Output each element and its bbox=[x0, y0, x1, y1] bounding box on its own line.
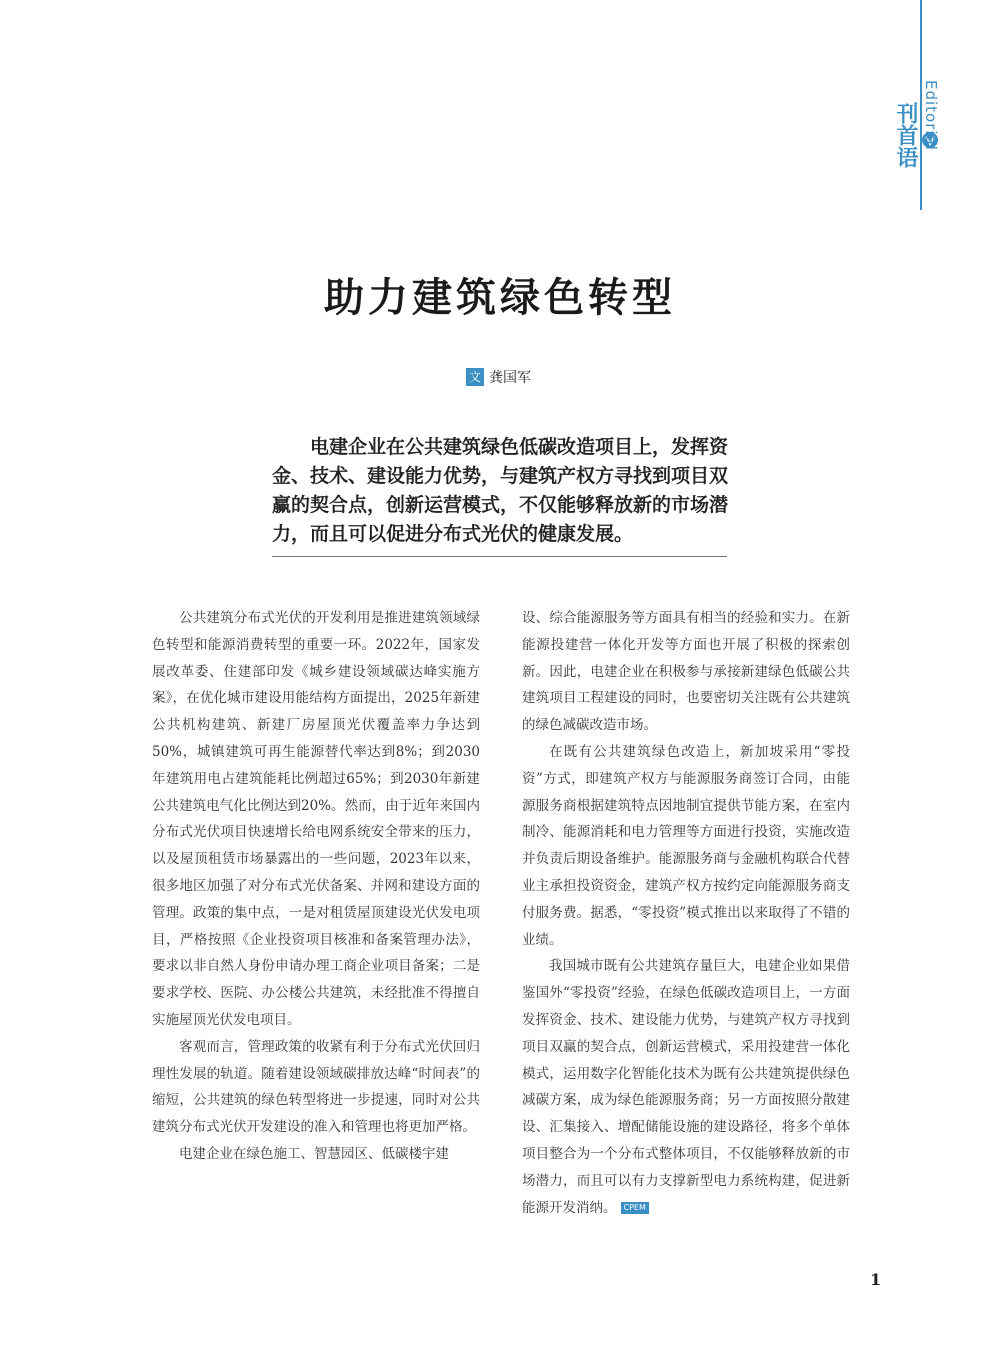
section-label-cn: 刊首语 bbox=[893, 102, 918, 168]
abstract-divider bbox=[272, 556, 727, 557]
paragraph-continued: 设、综合能源服务等方面具有相当的经验和实力。在新能源投建营一体化开发等方面也开展了积极的探索创新。因此，电建企业在积极参与承接新建绿色低碳公共建筑项目工程建设的同时，也要密切关注既有公共建筑的绿色减碳改造市场。 bbox=[522, 610, 850, 734]
article-abstract: 电建企业在公共建筑绿色低碳改造项目上，发挥资金、技术、建设能力优势，与建筑产权方寻找到项目双赢的契合点，创新运营模式，不仅能够释放新的市场潜力，而且可以促进分布式光伏的健康发展。 bbox=[272, 436, 729, 545]
author-name: 龚国军 bbox=[489, 370, 531, 386]
paragraph-text: 我国城市既有公共建筑存量巨大，电建企业如果借鉴国外“零投资”经验，在绿色低碳改造项目上，一方面发挥资金、技术、建设能力优势，与建筑产权方寻找到项目双赢的契合点，创新运营模式，采用投建营一体化模式，运用数字化智能化技术为既有公共建筑提供绿色减碳方案，成为绿色能源服务商；另一方面按照分散建设、汇集接入、增配储能设施的建设路径，将多个单体项目整合为一个分布式整体项目，不仅能够释放新的市场潜力，而且可以有力支撑新型电力系统构建，促进新能源开发消纳。 bbox=[522, 958, 850, 1216]
paragraph: 电建企业在绿色施工、智慧园区、低碳楼宇建 bbox=[179, 1145, 449, 1162]
section-label-en: Editorial bbox=[922, 80, 940, 151]
section-label bbox=[893, 80, 944, 168]
byline bbox=[466, 367, 531, 387]
byline-tag: 文 bbox=[466, 368, 484, 386]
paragraph: 客观而言，管理政策的收紧有利于分布式光伏回归理性发展的轨道。随着建设领域碳排放达峰“时间表”的缩短，公共建筑的绿色转型将进一步提速，同时对公共建筑分布式光伏开发建设的准入和管理也将更加严格。 bbox=[152, 1038, 480, 1136]
paragraph-final bbox=[522, 953, 850, 1221]
body-column-right bbox=[522, 605, 850, 1221]
paragraph: 在既有公共建筑绿色改造上，新加坡采用“零投资”方式，即建筑产权方与能源服务商签订合同，由能源服务商根据建筑特点因地制宜提供节能方案，在室内制冷、能源消耗和电力管理等方面进行投资，实施改造并负责后期设备维护。能源服务商与金融机构联合代替业主承担投资资金，建筑产权方按约定向能源服务商支付服务费。据悉，“零投资”模式推出以来取得了不错的业绩。 bbox=[522, 743, 850, 948]
article-title: 助力建筑绿色转型 bbox=[324, 275, 676, 321]
body-column-left bbox=[152, 605, 480, 1168]
page-number: 1 bbox=[870, 1270, 882, 1289]
paragraph: 公共建筑分布式光伏的开发利用是推进建筑领域绿色转型和能源消费转型的重要一环。2022年，国家发展改革委、住建部印发《城乡建设领域碳达峰实施方案》，在优化城市建设用能结构方面提出，2025年新建公共机构建筑、新建厂房屋顶光伏覆盖率力争达到50%，城镇建筑可再生能源替代率达到8%；到2030年建筑用电占建筑能耗比例超过65%；到2030年新建公共建筑电气化比例达到20%。然而，由于近年来国内分布式光伏项目快速增长给电网系统安全带来的压力，以及屋顶租赁市场暴露出的一些问题，2023年以来，很多地区加强了对分布式光伏备案、并网和建设方面的管理。政策的集中点，一是对租赁屋顶建设光伏发电项目，严格按照《企业投资项目核准和备案管理办法》，要求以非自然人身份申请办理工商企业项目备案；二是要求学校、医院、办公楼公共建筑，未经批准不得擅自实施屋顶光伏发电项目。 bbox=[152, 610, 480, 1028]
end-mark: CPEM bbox=[621, 1202, 649, 1214]
